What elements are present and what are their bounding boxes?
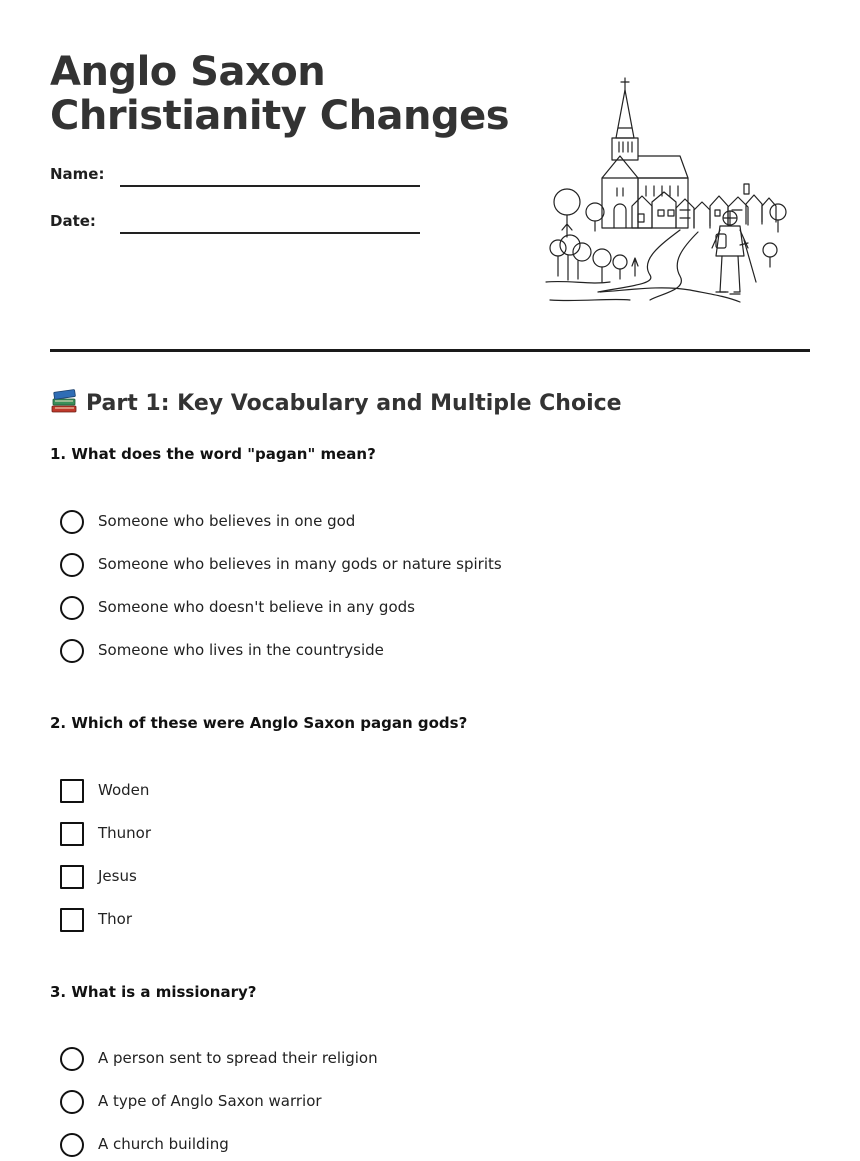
option-label: A type of Anglo Saxon warrior: [98, 1092, 322, 1110]
question-2: 2. Which of these were Anglo Saxon pagan gods?: [50, 714, 468, 732]
date-label: Date:: [50, 212, 96, 230]
option-label: Someone who believes in many gods or nature spirits: [98, 555, 502, 573]
checkbox[interactable]: [60, 908, 84, 932]
option-label: Someone who believes in one god: [98, 512, 356, 530]
radio-button[interactable]: [60, 510, 84, 534]
radio-button[interactable]: [60, 1133, 84, 1157]
checkbox[interactable]: [60, 822, 84, 846]
radio-button[interactable]: [60, 639, 84, 663]
option-label: A church building: [98, 1135, 229, 1153]
date-writing-line[interactable]: [120, 232, 420, 234]
radio-button[interactable]: [60, 596, 84, 620]
name-writing-line[interactable]: [120, 185, 420, 187]
title-line-1: Anglo Saxon: [50, 49, 326, 95]
header-divider: [50, 349, 810, 352]
radio-button[interactable]: [60, 1047, 84, 1071]
option-label: Jesus: [98, 867, 137, 885]
option-label: Someone who doesn't believe in any gods: [98, 598, 415, 616]
option-label: A person sent to spread their religion: [98, 1049, 378, 1067]
section-1-title: [50, 388, 622, 416]
question-1: 1. What does the word "pagan" mean?: [50, 445, 376, 463]
option-label: Woden: [98, 781, 150, 799]
radio-button[interactable]: [60, 1090, 84, 1114]
option-label: Someone who lives in the countryside: [98, 641, 384, 659]
worksheet-title: [50, 50, 509, 138]
name-label: Name:: [50, 165, 105, 183]
section-1-title-text: Part 1: Key Vocabulary and Multiple Choice: [86, 391, 622, 416]
books-icon: [50, 388, 78, 414]
option-label: Thor: [98, 910, 133, 928]
church-village-knight-illustration: [540, 70, 800, 315]
question-3: 3. What is a missionary?: [50, 983, 257, 1001]
checkbox[interactable]: [60, 779, 84, 803]
radio-button[interactable]: [60, 553, 84, 577]
title-line-2: Christianity Changes: [50, 93, 510, 139]
option-label: Thunor: [98, 824, 152, 842]
checkbox[interactable]: [60, 865, 84, 889]
